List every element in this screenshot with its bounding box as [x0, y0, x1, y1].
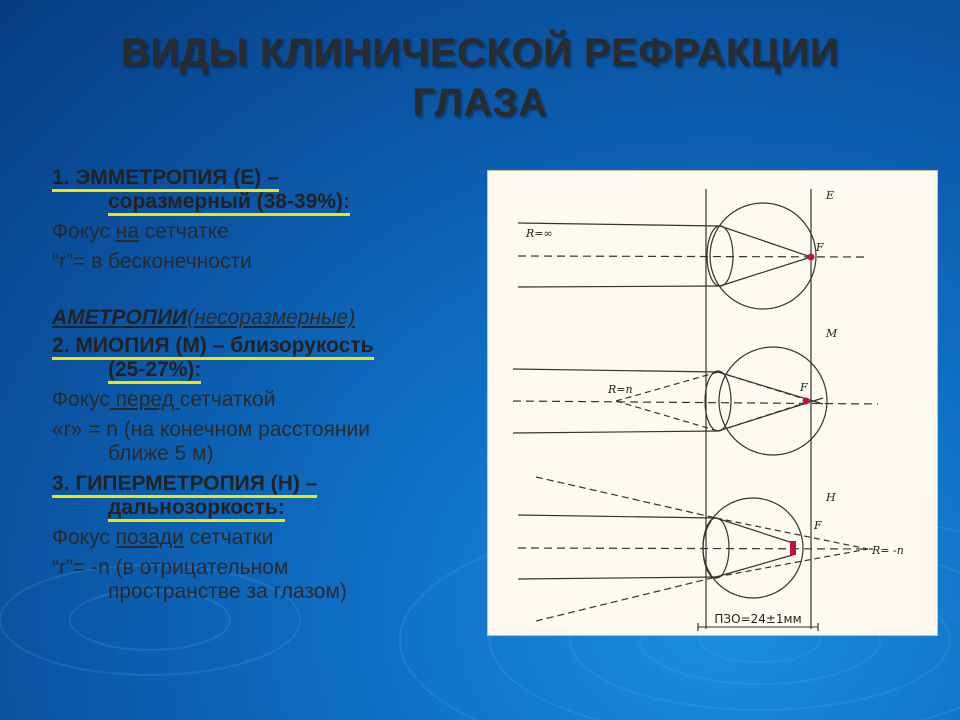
title-line-1: ВИДЫ КЛИНИЧЕСКОЙ РЕФРАКЦИИ — [120, 31, 840, 75]
myopia-eye — [513, 347, 878, 455]
title-line-2: ГЛАЗА — [412, 81, 548, 125]
myopia-heading-line2: (25-27%): — [108, 358, 201, 384]
hypermetropia-r-line2: пространстве за глазом) — [108, 580, 347, 603]
hypermetropia-eye — [518, 477, 873, 621]
label-h: H — [826, 491, 836, 504]
text-content — [52, 166, 482, 604]
emmetropia-heading-line1: 1. ЭММЕТРОПИЯ (E) – — [52, 166, 279, 192]
ametropia-heading — [52, 306, 482, 330]
emmetropia-focus-key: на — [115, 220, 139, 243]
label-r-inf: R=∞ — [526, 227, 553, 240]
ametropia-note: (несоразмерные) — [187, 306, 356, 329]
emmetropia-focus-mark — [808, 254, 815, 261]
label-r-neg: R= -n — [872, 544, 904, 557]
hypermetropia-r-line1: “r”= -n (в отрицательном — [52, 556, 289, 579]
emmetropia-focus-pre: Фокус — [52, 220, 116, 243]
label-e: E — [826, 189, 835, 202]
myopia-heading-line2-wrap — [52, 358, 482, 382]
emmetropia-heading-line2-wrap — [52, 190, 482, 214]
scale-label: ПЗО=24±1мм — [714, 612, 802, 626]
label-m: M — [826, 327, 838, 340]
hypermetropia-focus-mark — [790, 541, 796, 555]
hypermetropia-heading-line2-wrap — [52, 496, 482, 520]
label-f-e: F — [816, 241, 824, 254]
myopia-heading-line1: 2. МИОПИЯ (М) – близорукость — [52, 334, 374, 360]
emmetropia-heading-line2: соразмерный (38-39%): — [108, 190, 350, 216]
ametropia-title: АМЕТРОПИИ — [52, 306, 188, 329]
hypermetropia-heading-line1: 3. ГИПЕРМЕТРОПИЯ (H) – — [52, 472, 317, 498]
myopia-heading — [52, 334, 482, 358]
myopia-focus-mark — [803, 398, 810, 405]
myopia-focus-pre: Фокус — [52, 388, 110, 411]
myopia-focus-key: перед — [109, 388, 180, 411]
emmetropia-r: “r”= в бесконечности — [52, 250, 252, 273]
hypermetropia-focus-pre: Фокус — [52, 526, 116, 549]
myopia-r-line1: «r» = n (на конечном расстоянии — [52, 418, 370, 441]
emmetropia-eye — [518, 203, 868, 309]
emmetropia-focus — [52, 220, 482, 244]
emmetropia-focus-post: сетчатке — [138, 220, 229, 243]
hypermetropia-heading-line2: дальнозоркость: — [108, 496, 285, 522]
refraction-diagram — [487, 170, 938, 636]
hypermetropia-focus-key: позади — [115, 526, 184, 549]
myopia-focus-post: сетчаткой — [179, 388, 276, 411]
hypermetropia-heading — [52, 472, 482, 496]
refraction-diagram-svg — [488, 171, 937, 635]
myopia-focus — [52, 388, 482, 412]
hypermetropia-focus — [52, 526, 482, 550]
myopia-r-line2: ближе 5 м) — [108, 442, 214, 465]
label-f-h: F — [814, 519, 822, 532]
label-r-n: R=n — [608, 383, 633, 396]
hypermetropia-focus-post: сетчатки — [183, 526, 274, 549]
label-f-m: F — [800, 381, 808, 394]
slide-title — [0, 28, 960, 128]
emmetropia-heading — [52, 166, 482, 190]
